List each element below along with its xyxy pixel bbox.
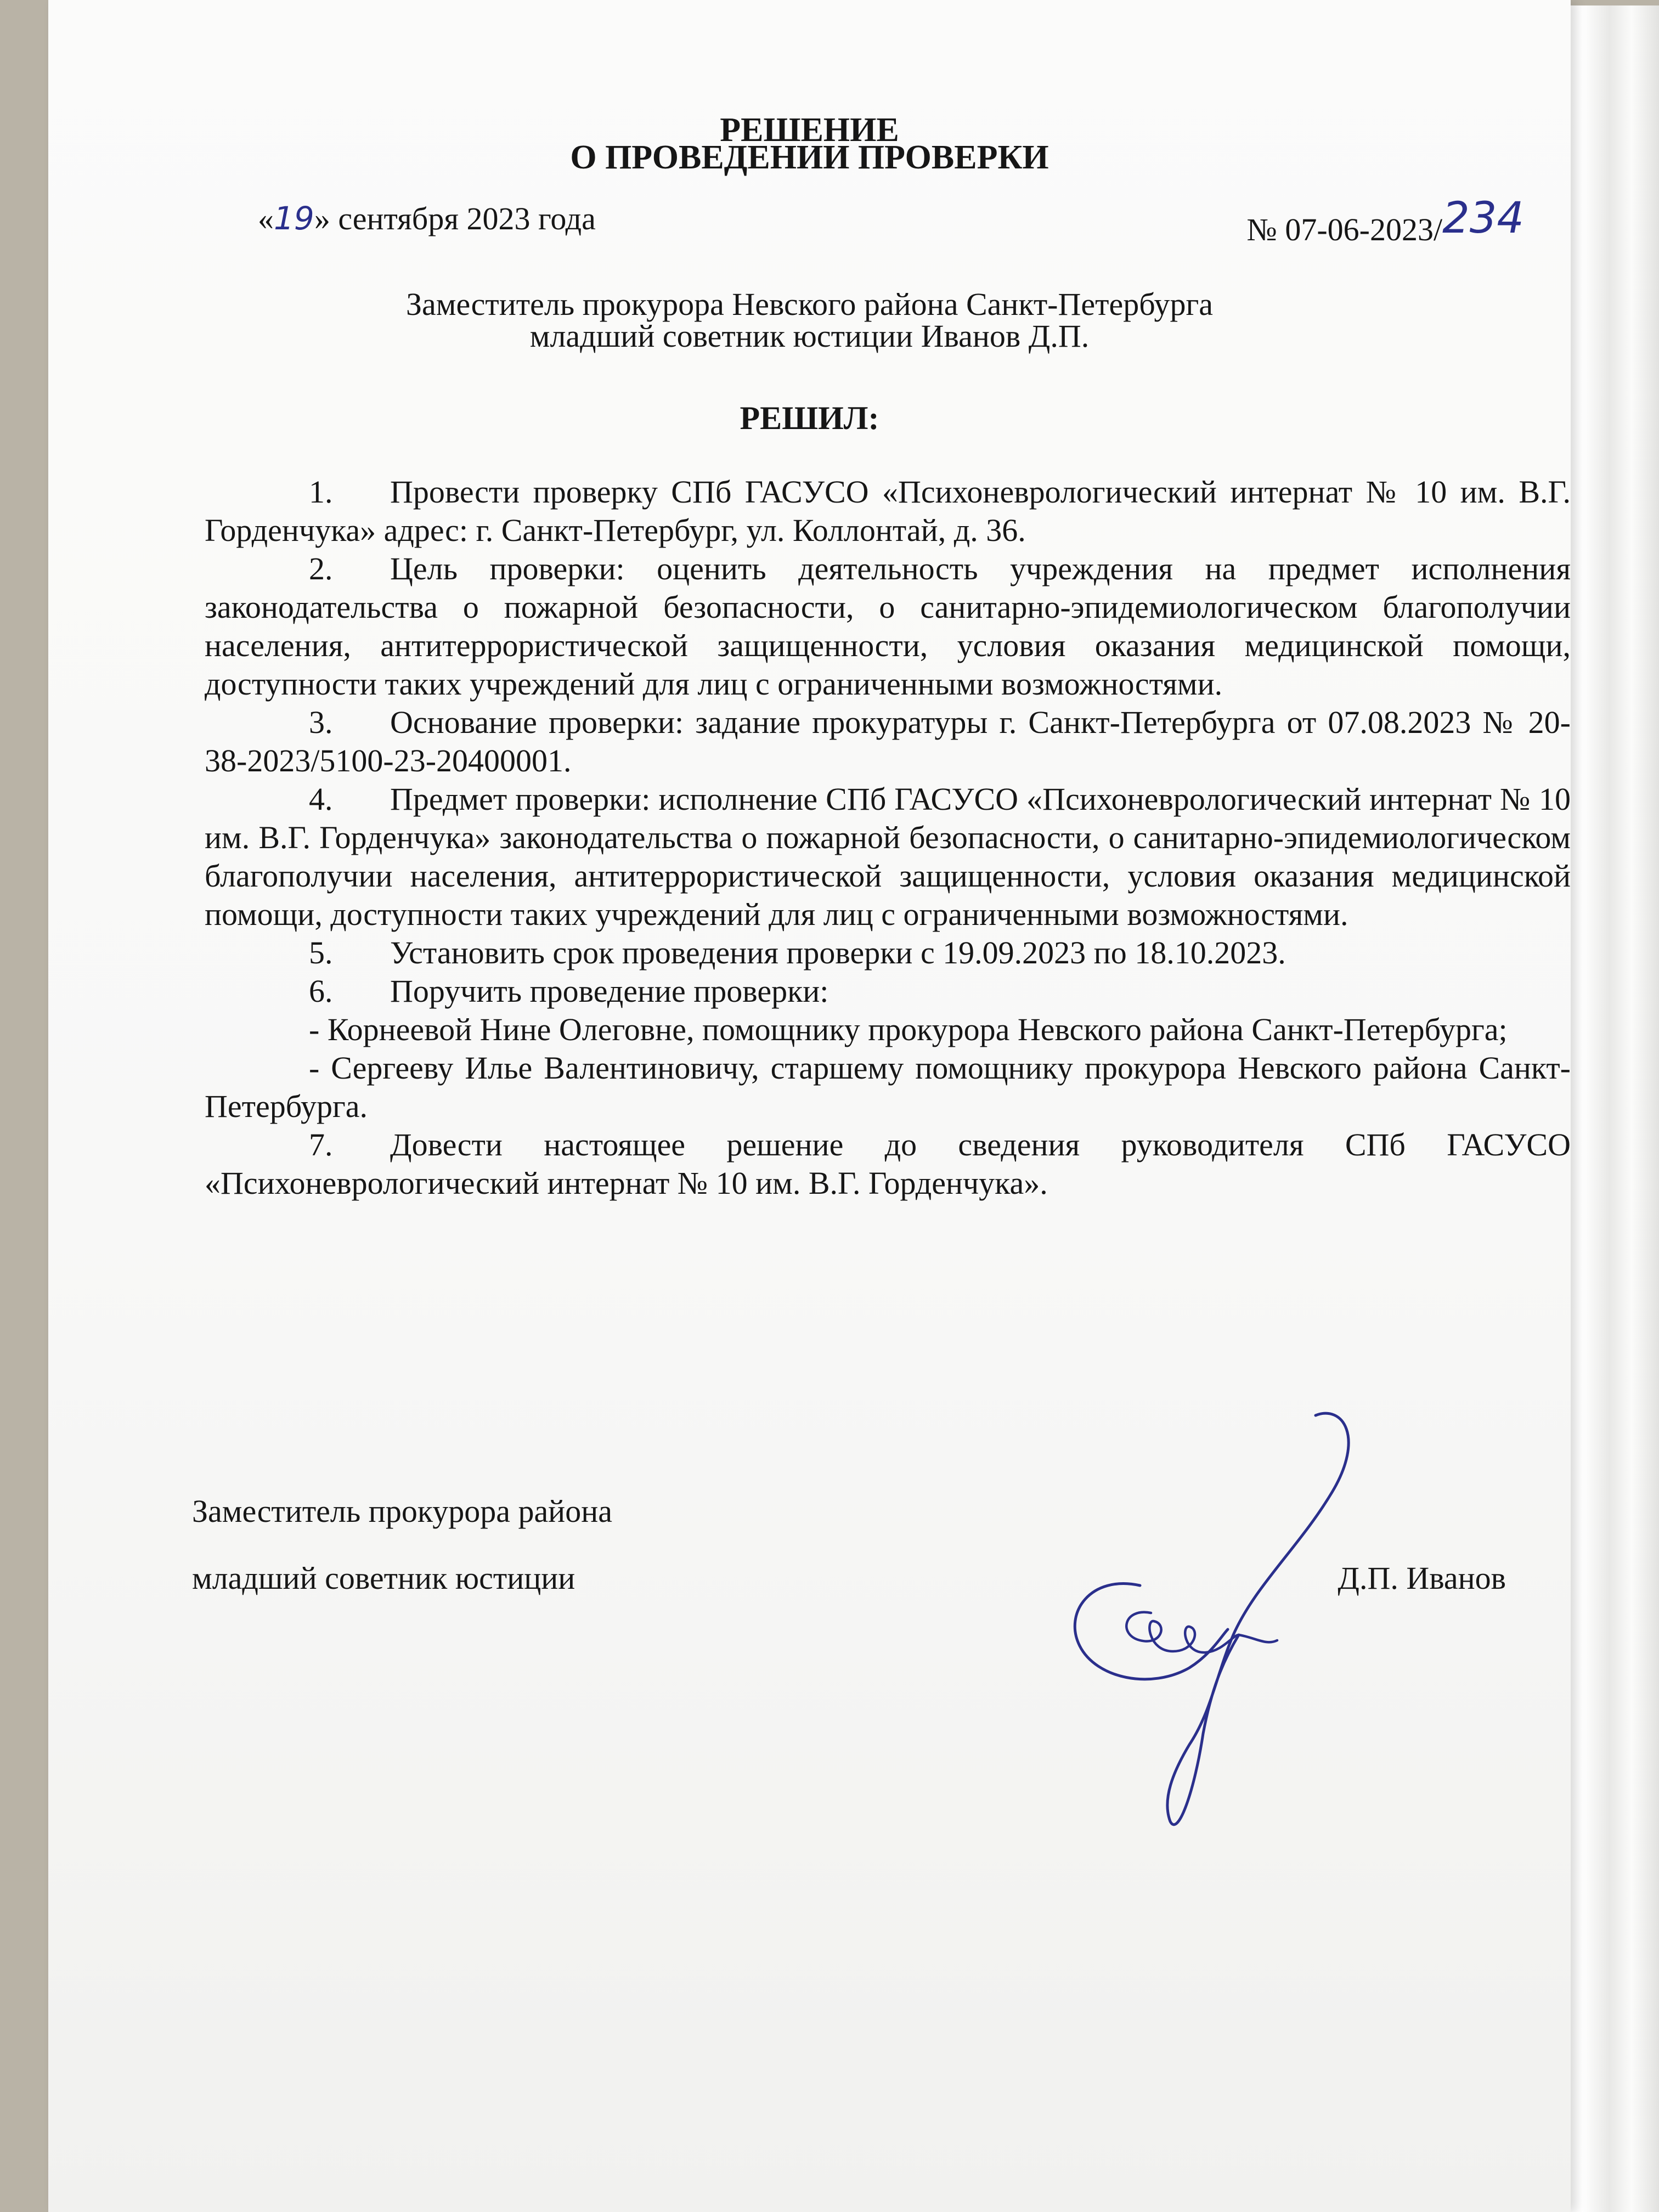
document-number-printed: № 07-06-2023/ [1246,212,1443,247]
decision-item-7 [205,1126,1571,1203]
decision-item-5 [205,934,1571,972]
assignee-1 [205,1011,1571,1049]
decision-item-4 [205,780,1571,934]
item-number: 4. [309,781,333,817]
decision-item-1 [205,473,1571,550]
assignee-text: - Сергееву Илье Валентиновичу, старшему помощнику прокурора Невского района Санкт-Петербурга. [205,1050,1571,1124]
item-number: 6. [309,973,333,1009]
item-number: 5. [309,935,333,970]
document-subtitle: О ПРОВЕДЕНИИ ПРОВЕРКИ [570,139,1049,176]
signatory-rank: младший советник юстиции [192,1560,575,1596]
item-number: 1. [309,474,333,510]
signatory-position: Заместитель прокурора района [192,1493,613,1529]
assignee-2 [205,1049,1571,1126]
item-number: 2. [309,551,333,586]
decision-item-3 [205,703,1571,780]
issuer-line-1: Заместитель прокурора Невского района Санкт-Петербурга [405,286,1214,322]
document-number-handwritten: 234 [1442,194,1524,243]
item-text: Поручить проведение проверки: [390,973,829,1009]
date-day-handwritten: 19 [274,200,314,237]
document-date [258,200,596,238]
document-title: РЕШЕНИЕ [720,111,899,149]
item-text: Цель проверки: оценить деятельность учреждения на предмет исполнения законодательства о пожарной безопасности, о санитарно-эпидемиологическом благополучии населения, антитеррористической защищенности, условия оказания медицинской помощи, доступности таких учреждений для лиц с ограниченными возможностями. [205,551,1571,702]
decision-body [205,473,1571,1203]
item-number: 7. [309,1127,333,1163]
item-text: Установить срок проведения проверки с 19.09.2023 по 18.10.2023. [390,935,1286,970]
date-month-year: » сентября 2023 года [314,201,596,236]
document-page [48,0,1571,2212]
item-number: 3. [309,704,333,740]
item-text: Основание проверки: задание прокуратуры г. Санкт-Петербурга от 07.08.2023 № 20-38-2023/5100-23-20400001. [205,704,1571,778]
assignee-text: - Корнеевой Нине Олеговне, помощнику прокурора Невского района Санкт-Петербурга; [309,1012,1508,1047]
signatory-name: Д.П. Иванов [1338,1560,1506,1596]
item-text: Довести настоящее решение до сведения руководителя СПб ГАСУСО «Психоневрологический интернат № 10 им. В.Г. Горденчука». [205,1127,1571,1201]
decision-item-2 [205,550,1571,703]
decision-item-6 [205,972,1571,1011]
date-open-quote: « [258,201,274,236]
item-text: Провести проверку СПб ГАСУСО «Психоневрологический интернат № 10 им. В.Г. Горденчука» адрес: г. Санкт-Петербург, ул. Коллонтай, д. 36. [205,474,1571,548]
document-number [1246,194,1524,249]
decided-heading: РЕШИЛ: [740,400,879,436]
item-text: Предмет проверки: исполнение СПб ГАСУСО «Психоневрологический интернат № 10 им. В.Г. Горденчука» законодательства о пожарной безопасности, о санитарно-эпидемиологическом благополучии населения, антитеррористической защищенности, условия оказания медицинской помощи, доступности таких учреждений для лиц с ограниченными возможностями. [205,781,1571,932]
issuer-line-2: младший советник юстиции Иванов Д.П. [529,318,1090,354]
handwritten-signature [1058,1404,1398,1832]
